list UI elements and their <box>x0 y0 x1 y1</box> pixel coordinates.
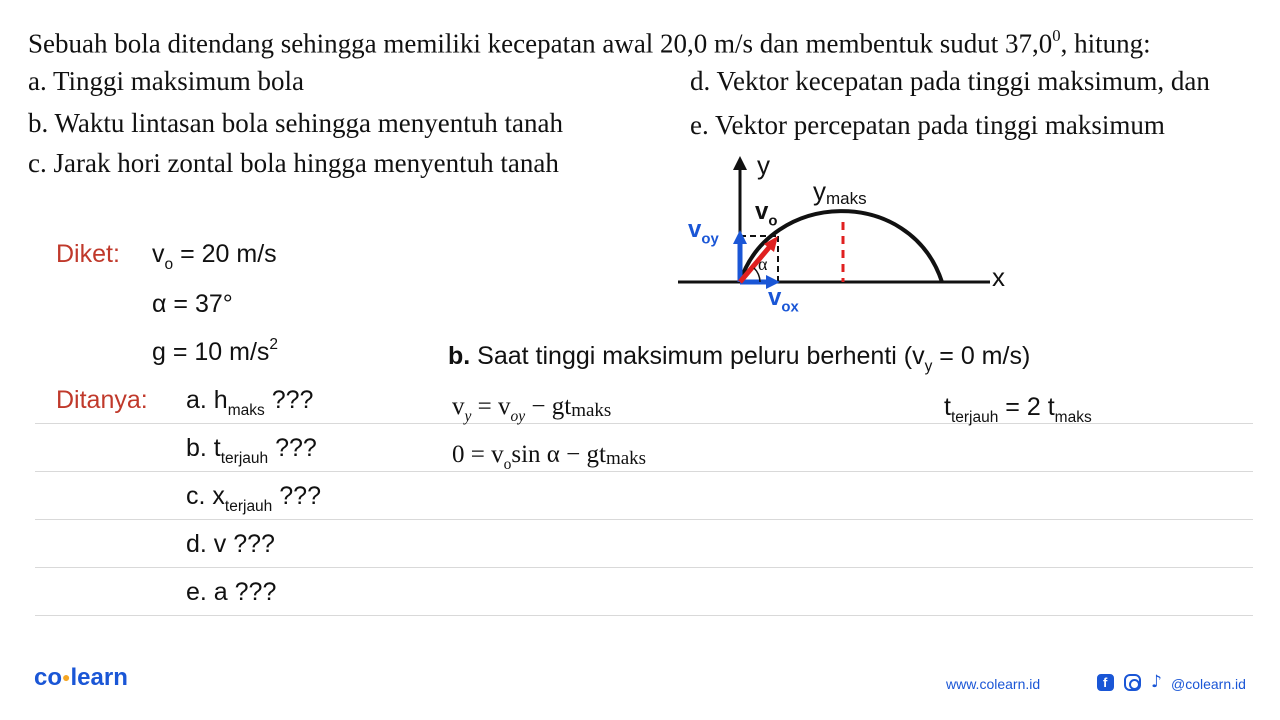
logo-dot-icon: ● <box>62 669 71 685</box>
tiktok-icon: ♪ <box>1151 672 1162 692</box>
diket-label: Diket: <box>56 240 120 268</box>
problem-intro: Sebuah bola ditendang sehingga memiliki kecepatan awal 20,0 m/s dan membentuk sudut 37,0$^0$, hitung: <box>28 26 1151 59</box>
colearn-logo: co●learn <box>34 664 128 691</box>
social-handle: @colearn.id <box>1171 676 1246 692</box>
vo-label: $v_o$ <box>755 198 778 230</box>
question-b: b. Waktu lintasan bola sehingga menyentuh tanah <box>28 108 563 138</box>
t-terjauh-equation: $t_{terjauh} = 2$ $t_{maks}$ <box>944 393 1092 426</box>
equation-1: $v_y = v_{oy} - gt_{maks}$ <box>452 393 612 425</box>
diket-alpha: α = 37° <box>152 290 233 318</box>
instagram-icon <box>1124 674 1141 691</box>
ditanya-b: b. $t_{terjauh}$ ??? <box>186 434 317 467</box>
ditanya-c: c. $x_{terjauh}$ ??? <box>186 482 321 515</box>
facebook-icon: f <box>1097 674 1114 691</box>
equation-2: $0 = v_o\sin$ $\alpha - gt_{maks}$ <box>452 441 647 473</box>
diket-vo: $v_o = 20$ m/s <box>152 240 277 273</box>
question-d: d. Vektor kecepatan pada tinggi maksimum, dan <box>690 66 1210 96</box>
ruled-line <box>35 519 1253 520</box>
ditanya-d: d. v ??? <box>186 530 275 558</box>
x-axis-label: x <box>992 262 1005 292</box>
ruled-line <box>35 567 1253 568</box>
solution-b-heading: b. Saat tinggi maksimum peluru berhenti ($v_y = 0$ m/s) <box>448 342 1031 375</box>
diket-g: g = 10 $m/s^2$ <box>152 336 279 366</box>
question-a: a. Tinggi maksimum bola <box>28 66 305 96</box>
voy-label: $v_{oy}$ <box>688 216 719 248</box>
question-c: c. Jarak hori zontal bola hingga menyentuh tanah <box>28 148 559 178</box>
ymaks-label: $y_{maks}$ <box>813 176 867 208</box>
ditanya-label: Ditanya: <box>56 386 148 414</box>
y-axis-arrowhead <box>733 156 747 170</box>
alpha-label: α <box>758 254 768 274</box>
y-axis-label: y <box>757 150 770 180</box>
ruled-line <box>35 615 1253 616</box>
social-icons <box>1097 672 1162 692</box>
website-url: www.colearn.id <box>946 676 1041 692</box>
ditanya-e: e. a ??? <box>186 578 277 606</box>
question-e: e. Vektor percepatan pada tinggi maksimum <box>690 110 1165 140</box>
ditanya-a: a. $h_{maks}$ ??? <box>186 386 314 419</box>
vox-label: $v_{ox}$ <box>768 284 799 316</box>
